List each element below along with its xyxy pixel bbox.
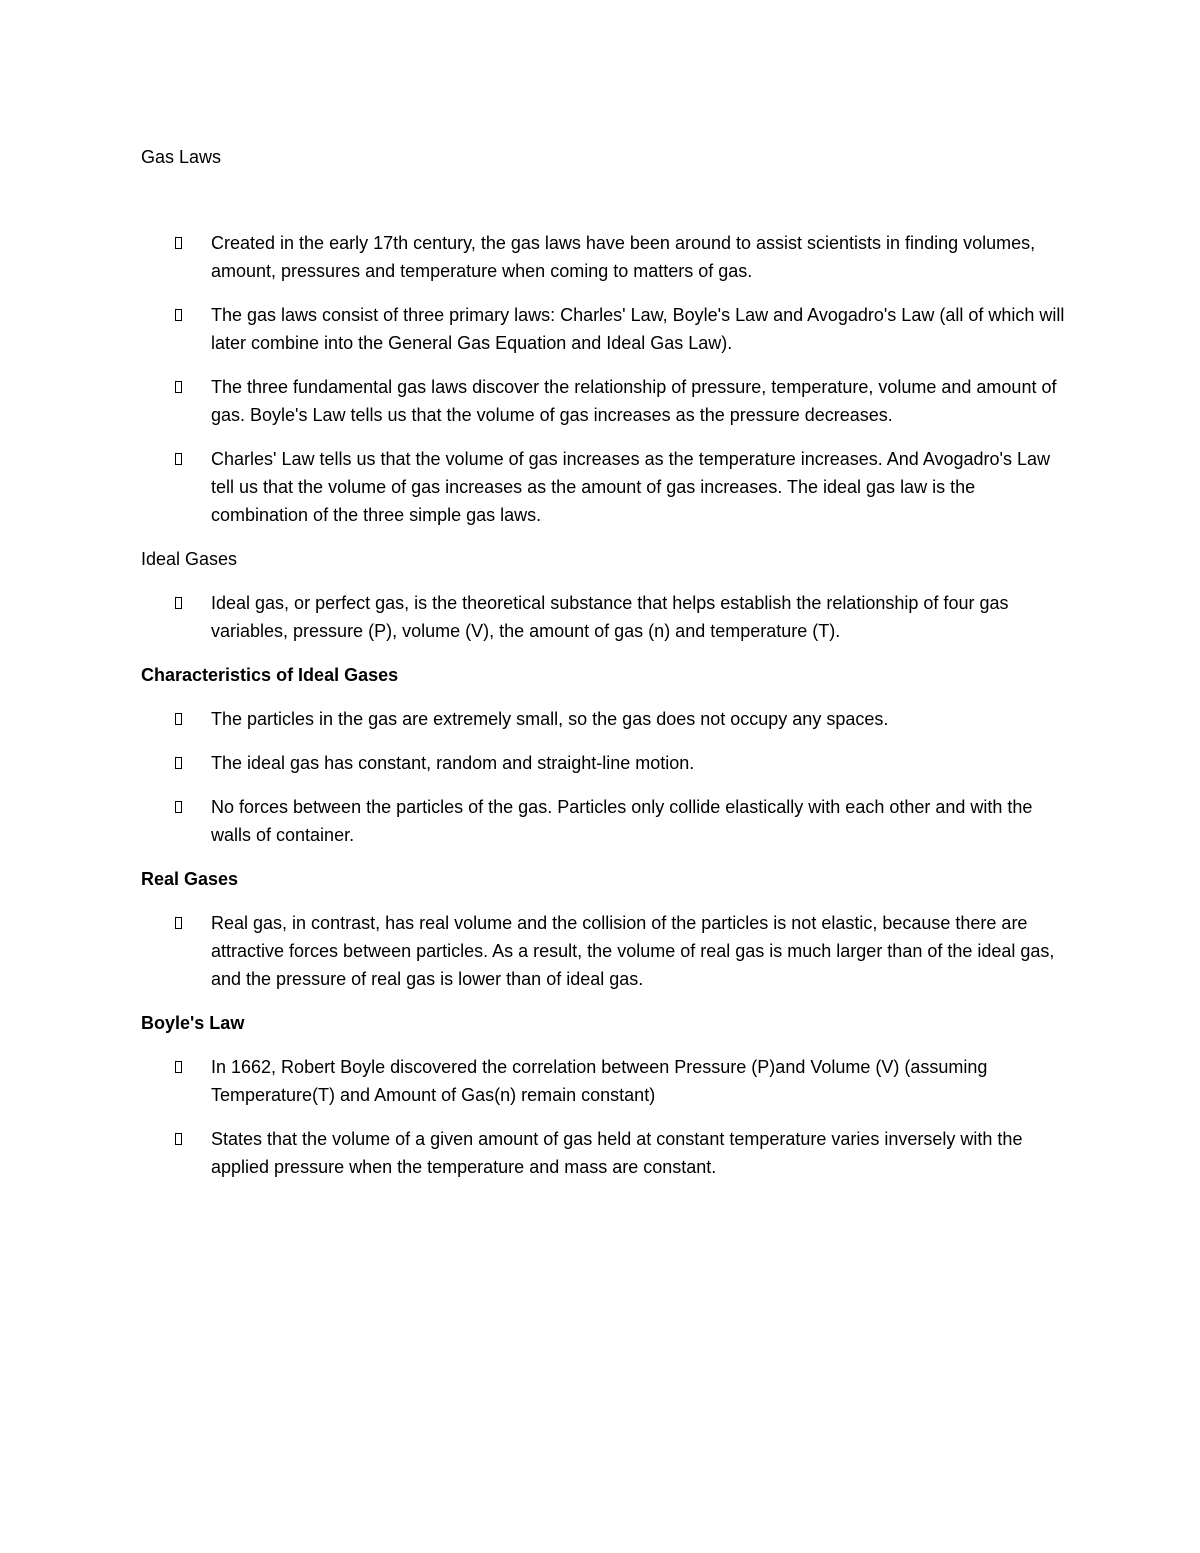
intro-bullet-list bbox=[141, 229, 1071, 529]
bullet-glyph-icon bbox=[175, 713, 182, 725]
characteristics-bullet-list bbox=[141, 705, 1071, 849]
bullet-text: The particles in the gas are extremely small, so the gas does not occupy any spaces. bbox=[211, 709, 889, 729]
list-item bbox=[141, 909, 1071, 993]
real-gases-bullet-list bbox=[141, 909, 1071, 993]
bullet-glyph-icon bbox=[175, 917, 182, 929]
list-item bbox=[141, 301, 1071, 357]
section-heading-boyles-law: Boyle's Law bbox=[141, 1013, 245, 1033]
bullet-glyph-icon bbox=[175, 453, 182, 465]
boyles-law-bullet-list bbox=[141, 1053, 1071, 1181]
list-item bbox=[141, 589, 1071, 645]
bullet-text: The ideal gas has constant, random and straight-line motion. bbox=[211, 753, 695, 773]
section-heading-real-gases: Real Gases bbox=[141, 869, 239, 889]
list-item bbox=[141, 1125, 1071, 1181]
list-item bbox=[141, 749, 1071, 777]
bullet-text: Real gas, in contrast, has real volume and the collision of the particles is not elastic, because there are attractive forces between particles. As a result, the volume of real gas is much larger than of the ideal gas, and the pressure of real gas is lower than of ideal gas. bbox=[211, 913, 1055, 989]
list-item bbox=[141, 229, 1071, 285]
bullet-glyph-icon bbox=[175, 1061, 182, 1073]
bullet-text: The three fundamental gas laws discover the relationship of pressure, temperature, volume and amount of gas. Boyle's Law tells us that the volume of gas increases as the pressure decreases. bbox=[211, 377, 1057, 425]
page-title: Gas Laws bbox=[141, 147, 222, 167]
list-item bbox=[141, 373, 1071, 429]
bullet-glyph-icon bbox=[175, 381, 182, 393]
bullet-glyph-icon bbox=[175, 237, 182, 249]
bullet-glyph-icon bbox=[175, 1133, 182, 1145]
list-item bbox=[141, 1053, 1071, 1109]
bullet-text: No forces between the particles of the gas. Particles only collide elastically with each other and with the walls of container. bbox=[211, 797, 1033, 845]
list-item bbox=[141, 445, 1071, 529]
bullet-text: In 1662, Robert Boyle discovered the correlation between Pressure (P)and Volume (V) (assuming Temperature(T) and Amount of Gas(n) remain constant) bbox=[211, 1057, 988, 1105]
bullet-glyph-icon bbox=[175, 801, 182, 813]
bullet-text: Ideal gas, or perfect gas, is the theoretical substance that helps establish the relationship of four gas variables, pressure (P), volume (V), the amount of gas (n) and temperature (T). bbox=[211, 593, 1009, 641]
bullet-glyph-icon bbox=[175, 597, 182, 609]
ideal-gases-bullet-list bbox=[141, 589, 1071, 645]
section-heading-ideal-gases: Ideal Gases bbox=[141, 549, 238, 569]
section-heading-characteristics: Characteristics of Ideal Gases bbox=[141, 665, 399, 685]
document-body bbox=[141, 143, 1071, 1197]
list-item bbox=[141, 793, 1071, 849]
bullet-glyph-icon bbox=[175, 309, 182, 321]
bullet-text: Charles' Law tells us that the volume of gas increases as the temperature increases. And Avogadro's Law tell us that the volume of gas increases as the amount of gas increases. The ideal gas law is the combination of the three simple gas laws. bbox=[211, 449, 1051, 525]
bullet-text: The gas laws consist of three primary laws: Charles' Law, Boyle's Law and Avogadro's Law (all of which will later combine into the General Gas Equation and Ideal Gas Law). bbox=[211, 305, 1065, 353]
bullet-text: States that the volume of a given amount of gas held at constant temperature varies inversely with the applied pressure when the temperature and mass are constant. bbox=[211, 1129, 1023, 1177]
bullet-glyph-icon bbox=[175, 757, 182, 769]
bullet-text: Created in the early 17th century, the gas laws have been around to assist scientists in finding volumes, amount, pressures and temperature when coming to matters of gas. bbox=[211, 233, 1036, 281]
list-item bbox=[141, 705, 1071, 733]
